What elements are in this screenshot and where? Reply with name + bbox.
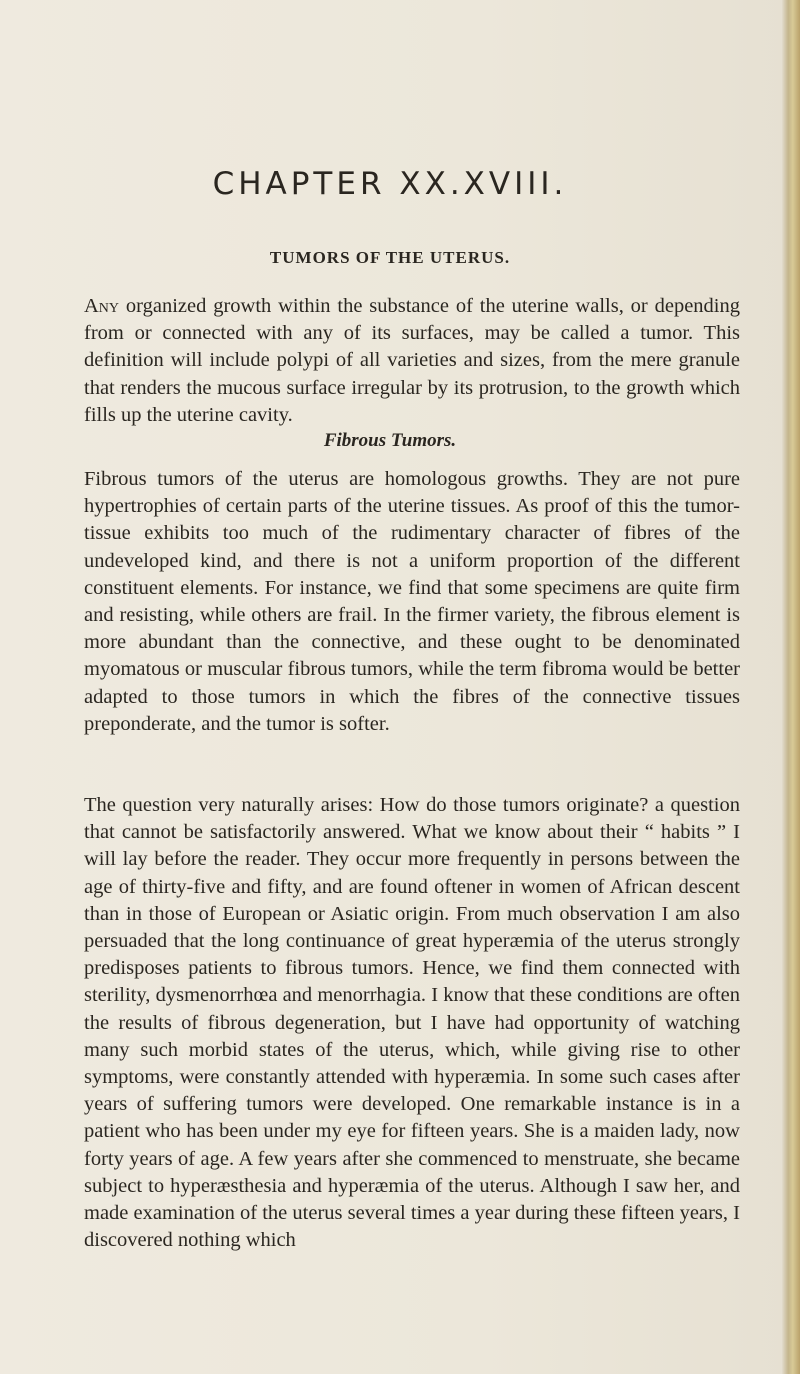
intro-text: organized growth within the substance of the uterine walls, or depending from or connected with any of its surfaces, may be called a tumor. This definition will include polypi of all varieties and sizes, from the mere granule that renders the mucous surface irregular by its protrusion, to the growth which fills up the uterine cavity. <box>84 295 740 426</box>
chapter-subtitle: TUMORS OF THE UTERUS. <box>269 248 511 267</box>
intro-lead-word: Any <box>84 295 120 317</box>
intro-paragraph <box>84 293 740 429</box>
section-heading: Fibrous Tumors. <box>323 430 457 451</box>
chapter-title: CHAPTER XX.XVIII. <box>212 166 568 202</box>
paragraph-origin-question: The question very naturally arises: How do those tumors originate? a question that cannot be satisfactorily answered. What we know about their “ habits ” I will lay before the reader. They occur more frequently in persons between the age of thirty-five and fifty, and are found oftener in women of African descent than in those of European or Asiatic origin. From much observation I am also persuaded that the long continuance of great hyperæmia of the uterus strongly predisposes patients to fibrous tumors. Hence, we find them connected with sterility, dysmenorrhœa and menorrhagia. I know that these conditions are often the results of fibrous degeneration, but I have had opportunity of watching many such morbid states of the uterus, which, while giving rise to other symptoms, were constantly attended with hyperæmia. In some such cases after years of suffering tumors were developed. One remarkable instance is in a patient who has been under my eye for fifteen years. She is a maiden lady, now forty years of age. A few years after she commenced to menstruate, she became subject to hyperæsthesia and hyperæmia of the uterus. Although I saw her, and made examination of the uterus several times a year during these fifteen years, I discovered nothing which <box>84 794 740 1252</box>
paragraph-fibrous-definition: Fibrous tumors of the uterus are homologous growths. They are not pure hypertrophies of certain parts of the uterine tissues. As proof of this the tumor-tissue exhibits too much of the rudimentary character of fibres of the undeveloped kind, and there is not a uniform proportion of the different constituent elements. For instance, we find that some specimens are quite firm and resisting, while others are frail. In the firmer variety, the fibrous element is more abundant than the connective, and these ought to be denominated myomatous or muscular fibrous tumors, while the term fibroma would be better adapted to those tumors in which the fibres of the connective tissues preponderate, and the tumor is softer. <box>84 468 740 735</box>
page-edge <box>782 0 800 1374</box>
